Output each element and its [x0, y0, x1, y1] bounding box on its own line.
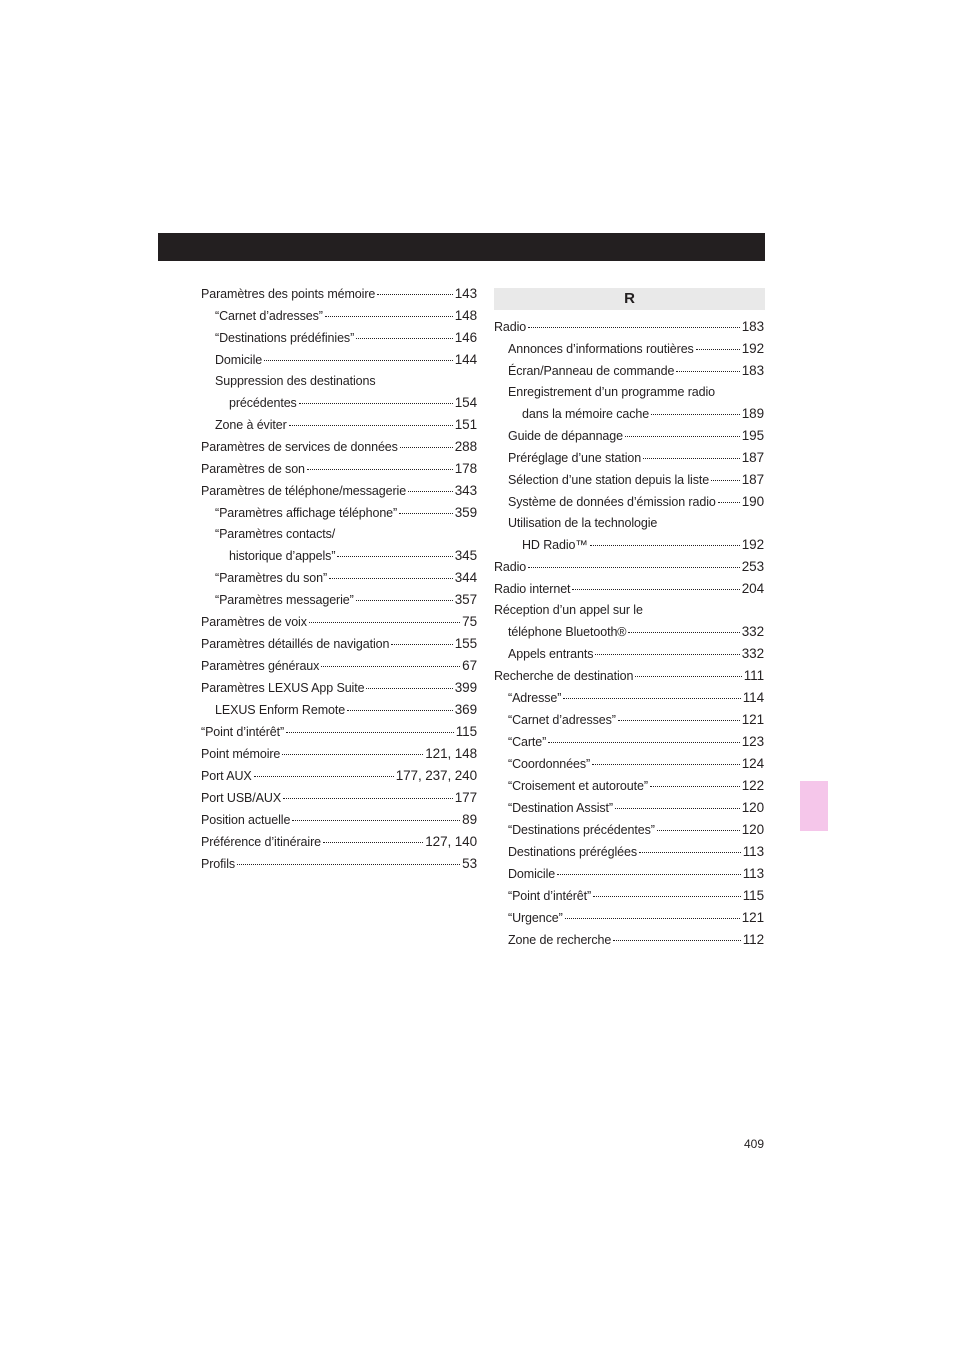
index-entry: [201, 305, 477, 327]
dot-leader: [408, 490, 453, 492]
dot-leader: [325, 315, 453, 317]
entry-term: Radio internet: [494, 582, 571, 596]
entry-term: Paramètres de services de données: [201, 440, 398, 454]
entry-term: Utilisation de la technologie: [508, 516, 658, 530]
entry-term-continuation: dans la mémoire cache: [522, 407, 650, 421]
entry-term: Port AUX: [201, 769, 252, 783]
dot-leader: [400, 446, 453, 448]
dot-leader: [307, 468, 453, 470]
page-reference: 123: [741, 734, 764, 749]
dot-leader: [643, 457, 740, 459]
page-reference: 177, 237, 240: [395, 768, 477, 783]
dot-leader: [377, 293, 453, 295]
index-entry: [494, 863, 764, 885]
index-entry: [494, 885, 764, 907]
dot-leader: [618, 719, 740, 721]
entry-term: Réception d’un appel sur le: [494, 603, 643, 617]
dot-leader: [356, 599, 453, 601]
page-reference: 155: [454, 636, 477, 651]
dot-leader: [254, 775, 394, 777]
entry-term: Paramètres de voix: [201, 615, 307, 629]
dot-leader: [613, 939, 741, 941]
entry-term: Guide de dépannage: [508, 429, 623, 443]
page-reference: 177: [454, 790, 477, 805]
index-entry: [201, 633, 477, 655]
dot-leader: [283, 797, 453, 799]
entry-term: “Point d’intérêt”: [508, 889, 592, 903]
page-reference: 146: [454, 330, 477, 345]
dot-leader: [391, 643, 452, 645]
index-entry: [201, 853, 477, 875]
dot-leader: [615, 807, 740, 809]
page-reference: 154: [454, 395, 477, 410]
entry-term: Préréglage d’une station: [508, 451, 642, 465]
entry-term: Annonces d’informations routières: [508, 342, 694, 356]
header-bar: [158, 233, 765, 261]
page-reference: 332: [741, 646, 764, 661]
entry-term: LEXUS Enform Remote: [215, 703, 346, 717]
dot-leader: [676, 370, 739, 372]
entry-term: Port USB/AUX: [201, 791, 282, 805]
index-entry: [201, 371, 477, 414]
dot-leader: [356, 337, 453, 339]
dot-leader: [528, 566, 740, 568]
entry-term: “Destinations prédéfinies”: [215, 331, 355, 345]
entry-term: “Carnet d’adresses”: [215, 309, 323, 323]
dot-leader: [696, 348, 740, 350]
index-entry: [494, 929, 764, 951]
index-entry: [494, 338, 764, 360]
entry-term: Domicile: [215, 353, 263, 367]
dot-leader: [592, 763, 740, 765]
index-entry: [201, 677, 477, 699]
page-reference: 122: [741, 778, 764, 793]
entry-term: “Carte”: [508, 735, 547, 749]
index-entry: [201, 765, 477, 787]
index-entry: [494, 578, 764, 600]
index-entry: [201, 831, 477, 853]
page-reference: 359: [454, 505, 477, 520]
entry-term: Profils: [201, 857, 236, 871]
page-reference: 89: [462, 812, 477, 827]
page-reference: 112: [742, 932, 764, 947]
entry-term: Paramètres généraux: [201, 659, 320, 673]
index-entry: [494, 797, 764, 819]
page-reference: 113: [742, 844, 764, 859]
entry-term: “Urgence”: [508, 911, 563, 925]
page-reference: 192: [741, 341, 764, 356]
entry-term: Paramètres détaillés de navigation: [201, 637, 390, 651]
dot-leader: [657, 829, 740, 831]
chapter-tab: [800, 781, 828, 831]
entry-term: Paramètres LEXUS App Suite: [201, 681, 365, 695]
dot-leader: [650, 785, 740, 787]
entry-term: “Adresse”: [508, 691, 562, 705]
page-reference: 189: [741, 406, 764, 421]
index-entry: [201, 589, 477, 611]
entry-term: “Paramètres messagerie”: [215, 593, 354, 607]
dot-leader: [718, 501, 740, 503]
entry-term: “Croisement et autoroute”: [508, 779, 648, 793]
page-reference: 332: [741, 624, 764, 639]
page-reference: 183: [741, 363, 764, 378]
index-entry: [494, 425, 764, 447]
dot-leader: [282, 753, 423, 755]
entry-term-continuation: téléphone Bluetooth®: [508, 625, 627, 639]
dot-leader: [321, 665, 460, 667]
dot-leader: [590, 544, 740, 546]
entry-term: “Coordonnées”: [508, 757, 591, 771]
index-entry: [201, 458, 477, 480]
entry-term: “Carnet d’adresses”: [508, 713, 616, 727]
index-entry: [201, 480, 477, 502]
page-reference: 143: [454, 286, 477, 301]
dot-leader: [639, 851, 741, 853]
index-entry: [494, 819, 764, 841]
dot-leader: [399, 512, 453, 514]
entry-term: Enregistrement d’un programme radio: [508, 385, 716, 399]
page-reference: 127, 140: [425, 834, 477, 849]
index-column-right: [494, 316, 764, 951]
entry-term: “Destination Assist”: [508, 801, 613, 815]
page-reference: 343: [454, 483, 477, 498]
page-reference: 253: [741, 559, 764, 574]
page-reference: 144: [454, 352, 477, 367]
index-entry: [201, 327, 477, 349]
dot-leader: [347, 709, 453, 711]
dot-leader: [309, 621, 460, 623]
index-entry: [201, 787, 477, 809]
index-entry: [201, 699, 477, 721]
page-reference: 121: [741, 910, 764, 925]
dot-leader: [635, 675, 741, 677]
dot-leader: [292, 819, 460, 821]
dot-leader: [289, 424, 453, 426]
page-reference: 120: [741, 800, 764, 815]
index-entry: [201, 283, 477, 305]
entry-term: Suppression des destinations: [215, 374, 376, 388]
entry-term: Appels entrants: [508, 647, 594, 661]
entry-term: Recherche de destination: [494, 669, 634, 683]
page-reference: 344: [454, 570, 477, 585]
entry-term: Paramètres de son: [201, 462, 305, 476]
dot-leader: [628, 631, 739, 633]
dot-leader: [563, 697, 740, 699]
entry-term-continuation: précédentes: [229, 396, 297, 410]
index-entry: [494, 316, 764, 338]
entry-term-continuation: HD Radio™: [522, 538, 588, 552]
entry-term: Radio: [494, 320, 527, 334]
dot-leader: [264, 359, 453, 361]
page-number: 409: [744, 1137, 765, 1151]
page-reference: 190: [741, 494, 764, 509]
index-column-left: [201, 283, 477, 875]
page-reference: 67: [462, 658, 477, 673]
page-reference: 288: [454, 439, 477, 454]
index-entry: [494, 643, 764, 665]
index-entry: [201, 502, 477, 524]
index-entry: [494, 731, 764, 753]
dot-leader: [548, 741, 740, 743]
entry-term: “Destinations précédentes”: [508, 823, 655, 837]
index-entry: [494, 360, 764, 382]
page-reference: 148: [454, 308, 477, 323]
entry-term-continuation: historique d’appels”: [229, 549, 336, 563]
index-entry: [201, 611, 477, 633]
entry-term: Zone de recherche: [508, 933, 612, 947]
index-entry: [494, 556, 764, 578]
entry-term: Destinations préréglées: [508, 845, 638, 859]
index-entry: [494, 382, 764, 425]
entry-term: Paramètres des points mémoire: [201, 287, 376, 301]
dot-leader: [337, 555, 452, 557]
dot-leader: [366, 687, 452, 689]
page-reference: 111: [743, 668, 764, 683]
dot-leader: [572, 588, 739, 590]
page-reference: 345: [454, 548, 477, 563]
index-entry: [494, 907, 764, 929]
page-reference: 204: [741, 581, 764, 596]
index-entry: [201, 809, 477, 831]
index-entry: [494, 709, 764, 731]
entry-term: “Point d’intérêt”: [201, 725, 285, 739]
page-reference: 178: [454, 461, 477, 476]
index-entry: [201, 721, 477, 743]
index-entry: [201, 655, 477, 677]
index-entry: [201, 414, 477, 436]
index-entry: [494, 469, 764, 491]
entry-term: Paramètres de téléphone/messagerie: [201, 484, 407, 498]
dot-leader: [329, 577, 453, 579]
page-reference: 75: [462, 614, 477, 629]
entry-term: “Paramètres du son”: [215, 571, 328, 585]
page-reference: 113: [742, 866, 764, 881]
index-entry: [494, 447, 764, 469]
index-entry: [201, 743, 477, 765]
index-entry: [494, 665, 764, 687]
dot-leader: [711, 479, 740, 481]
dot-leader: [557, 873, 741, 875]
page-reference: 187: [741, 450, 764, 465]
dot-leader: [595, 653, 739, 655]
page-reference: 192: [741, 537, 764, 552]
dot-leader: [565, 917, 740, 919]
entry-term: Point mémoire: [201, 747, 281, 761]
index-entry: [494, 775, 764, 797]
page-reference: 183: [741, 319, 764, 334]
entry-term: Système de données d’émission radio: [508, 495, 716, 509]
page-reference: 121: [741, 712, 764, 727]
dot-leader: [299, 402, 453, 404]
index-entry: [201, 524, 477, 567]
page-reference: 399: [454, 680, 477, 695]
index-entry: [494, 841, 764, 863]
dot-leader: [323, 841, 423, 843]
index-entry: [494, 513, 764, 556]
index-entry: [201, 349, 477, 371]
page-reference: 195: [741, 428, 764, 443]
page-reference: 115: [742, 888, 764, 903]
page-reference: 187: [741, 472, 764, 487]
section-header-r: R: [494, 288, 765, 310]
page-reference: 114: [742, 690, 764, 705]
dot-leader: [528, 326, 740, 328]
entry-term: Sélection d’une station depuis la liste: [508, 473, 710, 487]
entry-term: Position actuelle: [201, 813, 291, 827]
entry-term: “Paramètres contacts/: [215, 527, 336, 541]
index-entry: [494, 600, 764, 643]
dot-leader: [593, 895, 741, 897]
entry-term: “Paramètres affichage téléphone”: [215, 506, 398, 520]
entry-term: Écran/Panneau de commande: [508, 364, 675, 378]
entry-term: Préférence d’itinéraire: [201, 835, 321, 849]
dot-leader: [237, 863, 460, 865]
entry-term: Domicile: [508, 867, 556, 881]
entry-term: Zone à éviter: [215, 418, 287, 432]
dot-leader: [625, 435, 740, 437]
entry-term: Radio: [494, 560, 527, 574]
page-reference: 357: [454, 592, 477, 607]
page-reference: 53: [462, 856, 477, 871]
index-entry: [494, 491, 764, 513]
dot-leader: [286, 731, 454, 733]
page-reference: 120: [741, 822, 764, 837]
page-reference: 124: [741, 756, 764, 771]
index-entry: [494, 753, 764, 775]
index-entry: [201, 567, 477, 589]
page-reference: 369: [454, 702, 477, 717]
page-reference: 151: [454, 417, 477, 432]
page-reference: 121, 148: [425, 746, 477, 761]
index-entry: [494, 687, 764, 709]
dot-leader: [651, 413, 740, 415]
page-reference: 115: [455, 724, 477, 739]
index-entry: [201, 436, 477, 458]
